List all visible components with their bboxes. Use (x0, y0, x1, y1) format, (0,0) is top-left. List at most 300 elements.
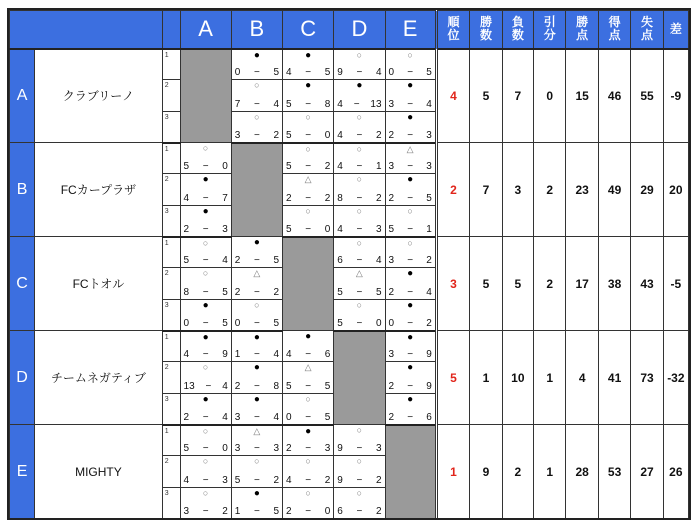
score-against: 4 (426, 287, 432, 298)
header-gf-l1: 得 (608, 15, 621, 30)
score-line (389, 381, 432, 392)
score-sep: − (253, 505, 260, 517)
score-line (184, 193, 228, 204)
match-score-d-vs-e (385, 362, 436, 394)
game-number: 1 (162, 425, 180, 456)
header-draws-l1: 引 (543, 15, 556, 30)
self-match-cell (385, 425, 436, 519)
match-score-a-vs-d (334, 49, 385, 80)
result-lose-icon: ○ (305, 143, 311, 154)
score-line (235, 349, 279, 360)
score-sep: − (356, 161, 363, 172)
score-sep: − (356, 505, 363, 517)
match-score-d-vs-c (283, 362, 334, 394)
result-win-icon: ● (253, 362, 260, 373)
result-lose-icon: ○ (407, 49, 413, 60)
score-line (235, 255, 279, 266)
score-for: 13 (183, 381, 195, 392)
result-draw-icon: △ (253, 425, 261, 436)
score-for: 5 (337, 317, 343, 329)
result-lose-icon: ○ (202, 456, 209, 466)
result-win-icon: ● (305, 49, 312, 61)
result-lose-icon: ○ (305, 488, 311, 498)
score-line (337, 255, 381, 266)
result-lose-icon: ○ (356, 206, 363, 216)
score-line (286, 130, 330, 141)
score-for: 4 (286, 67, 292, 78)
score-line (286, 412, 330, 423)
team-a-game-row (10, 49, 689, 80)
score-line (184, 381, 228, 392)
match-score-c-vs-d (334, 300, 385, 331)
match-score-e-vs-a (180, 488, 231, 519)
header-rank-l1: 順 (447, 15, 460, 30)
score-against: 9 (426, 381, 432, 392)
result-lose-icon: ○ (202, 143, 209, 153)
score-line (184, 255, 228, 266)
score-for: 5 (286, 161, 292, 172)
match-score-d-vs-a (180, 394, 231, 425)
score-line (184, 161, 228, 172)
header-game-no (162, 11, 180, 49)
score-line (184, 224, 228, 235)
game-number: 1 (162, 143, 180, 174)
game-number: 1 (162, 49, 180, 80)
score-sep: − (253, 99, 260, 110)
result-win-icon: ● (407, 112, 414, 123)
score-sep: − (305, 411, 312, 423)
score-for: 5 (286, 99, 292, 110)
team-name: FCトオル (35, 237, 163, 331)
score-for: 1 (234, 505, 241, 517)
score-against: 3 (426, 161, 432, 172)
game-number: 3 (162, 488, 180, 519)
match-score-c-vs-e (385, 237, 436, 268)
score-line (235, 130, 279, 141)
result-lose-icon: ○ (356, 237, 363, 248)
score-line (389, 412, 432, 423)
score-for: 4 (286, 475, 292, 486)
score-sep: − (202, 223, 209, 235)
team-name: チームネガティブ (35, 331, 163, 425)
score-line (286, 224, 330, 235)
score-line (235, 99, 279, 110)
result-win-icon: ● (202, 174, 209, 185)
match-score-e-vs-b (231, 456, 282, 488)
score-for: 7 (234, 99, 241, 110)
score-sep: − (253, 129, 260, 141)
header-row (10, 11, 689, 49)
score-for: 3 (234, 443, 241, 454)
match-score-c-vs-b (231, 300, 282, 331)
result-draw-icon: △ (406, 143, 414, 154)
score-line (286, 161, 330, 172)
game-number: 3 (162, 300, 180, 331)
result-win-icon: ● (356, 80, 363, 91)
result-win-icon: ● (305, 331, 312, 342)
score-line (389, 193, 432, 204)
match-score-e-vs-d (334, 456, 385, 488)
score-against: 0 (324, 129, 331, 141)
self-match-cell (180, 49, 231, 143)
match-score-c-vs-d (334, 268, 385, 300)
match-score-b-vs-d (334, 143, 385, 174)
result-draw-icon: △ (304, 174, 312, 184)
stat-goals-for: 53 (598, 425, 630, 519)
score-sep: − (202, 475, 209, 486)
result-lose-icon: ○ (305, 206, 311, 216)
score-sep: − (202, 287, 209, 298)
score-sep: − (253, 475, 260, 486)
score-sep: − (202, 443, 209, 454)
score-for: 3 (388, 99, 395, 110)
stat-goal-diff: 26 (663, 425, 688, 519)
stat-points: 15 (566, 49, 598, 143)
match-score-d-vs-c (283, 394, 334, 425)
stat-wins: 1 (470, 331, 502, 425)
score-line (235, 318, 279, 329)
score-sep: − (407, 99, 414, 110)
team-name: FCカープラザ (35, 143, 163, 237)
score-against: 4 (273, 99, 280, 110)
score-for: 5 (286, 223, 292, 235)
score-against: 2 (375, 475, 382, 486)
match-score-c-vs-a (180, 300, 231, 331)
score-sep: − (356, 223, 363, 235)
score-for: 0 (286, 411, 292, 423)
score-line (184, 506, 228, 517)
score-for: 5 (286, 129, 292, 141)
match-score-a-vs-e (385, 112, 436, 143)
stat-wins: 9 (470, 425, 502, 519)
score-sep: − (305, 67, 312, 78)
result-win-icon: ● (253, 49, 260, 61)
stat-goals-against: 43 (631, 237, 663, 331)
header-ga-l1: 失 (641, 15, 654, 30)
col-header-e: E (385, 11, 436, 49)
team-letter: D (10, 331, 35, 425)
stat-rank: 4 (436, 49, 469, 143)
header-wins-l2: 数 (479, 28, 492, 43)
header-draws (534, 11, 566, 49)
score-against: 2 (324, 161, 331, 172)
score-sep: − (407, 287, 414, 298)
score-line (389, 318, 432, 329)
match-score-a-vs-d (334, 80, 385, 112)
match-score-b-vs-e (385, 206, 436, 237)
score-line (235, 412, 279, 423)
result-win-icon: ● (253, 237, 260, 248)
stat-wins: 5 (470, 49, 502, 143)
score-sep: − (253, 317, 260, 329)
score-sep: − (253, 349, 260, 360)
result-lose-icon: ○ (202, 268, 209, 278)
score-for: 2 (388, 287, 395, 298)
stat-rank: 5 (436, 331, 469, 425)
score-line (389, 99, 432, 110)
header-rank-l2: 位 (447, 28, 460, 43)
score-sep: − (356, 255, 363, 266)
score-against: 5 (324, 67, 331, 78)
match-score-a-vs-b (231, 80, 282, 112)
result-win-icon: ● (202, 206, 209, 217)
match-score-d-vs-e (385, 394, 436, 425)
league-standings-table (7, 8, 691, 520)
score-for: 5 (337, 287, 343, 298)
score-for: 2 (234, 381, 241, 392)
stat-wins: 5 (470, 237, 502, 331)
score-line (337, 224, 381, 235)
score-against: 0 (324, 223, 331, 235)
stat-draws: 2 (534, 237, 566, 331)
result-lose-icon: ○ (254, 112, 260, 122)
score-against: 4 (273, 411, 280, 423)
match-score-b-vs-a (180, 174, 231, 206)
team-name: MIGHTY (35, 425, 163, 519)
score-line (337, 506, 381, 517)
score-sep: − (305, 505, 312, 517)
stat-losses: 5 (502, 237, 533, 331)
result-lose-icon: ○ (254, 300, 260, 310)
col-header-d: D (334, 11, 385, 49)
header-points-l2: 点 (576, 28, 589, 43)
match-score-e-vs-c (283, 456, 334, 488)
score-sep: − (305, 223, 312, 235)
result-lose-icon: ○ (356, 143, 363, 154)
score-line (389, 130, 432, 141)
header-draws-l2: 分 (543, 28, 556, 43)
col-header-c: C (283, 11, 334, 49)
score-line (389, 287, 432, 298)
match-score-a-vs-c (283, 112, 334, 143)
header-corner (10, 11, 163, 49)
match-score-c-vs-b (231, 237, 282, 268)
header-ga-l2: 点 (641, 28, 654, 43)
match-score-c-vs-d (334, 237, 385, 268)
result-win-icon: ● (305, 425, 312, 437)
match-score-b-vs-c (283, 143, 334, 174)
score-sep: − (356, 193, 363, 204)
match-score-d-vs-a (180, 331, 231, 362)
score-against: 3 (426, 129, 432, 141)
score-against: 2 (273, 287, 280, 298)
stat-goals-for: 49 (598, 143, 630, 237)
match-score-b-vs-e (385, 143, 436, 174)
game-number: 2 (162, 268, 180, 300)
score-against: 5 (273, 255, 280, 266)
team-letter: B (10, 143, 35, 237)
score-sep: − (356, 443, 363, 454)
score-against: 5 (222, 287, 228, 298)
result-lose-icon: ○ (356, 49, 363, 60)
stat-points: 17 (566, 237, 598, 331)
score-against: 8 (324, 99, 331, 110)
score-for: 2 (388, 381, 395, 392)
score-for: 5 (183, 255, 190, 266)
match-score-b-vs-c (283, 174, 334, 206)
game-number: 3 (162, 112, 180, 143)
score-against: 3 (375, 443, 382, 454)
score-line (184, 475, 228, 486)
match-score-e-vs-c (283, 488, 334, 519)
result-lose-icon: ○ (356, 456, 363, 466)
self-match-cell (231, 143, 282, 237)
score-for: 9 (337, 475, 343, 486)
score-for: 4 (286, 349, 292, 360)
team-letter: A (10, 49, 35, 143)
stat-wins: 7 (470, 143, 502, 237)
score-for: 0 (388, 67, 395, 78)
score-against: 4 (375, 255, 382, 266)
team-e-game-row (10, 425, 689, 456)
score-against: 0 (324, 505, 331, 517)
score-line (286, 193, 330, 204)
score-against: 5 (426, 67, 432, 78)
match-score-a-vs-d (334, 112, 385, 143)
match-score-e-vs-c (283, 425, 334, 456)
score-line (337, 99, 381, 110)
score-for: 2 (286, 193, 292, 204)
result-draw-icon: △ (253, 268, 261, 278)
score-for: 3 (388, 349, 395, 360)
score-sep: − (202, 193, 209, 204)
col-header-a: A (180, 11, 231, 49)
result-win-icon: ● (407, 268, 414, 279)
score-for: 1 (234, 349, 241, 360)
score-against: 3 (273, 443, 280, 454)
result-lose-icon: ○ (407, 237, 413, 248)
score-for: 2 (183, 223, 190, 235)
result-lose-icon: ○ (356, 112, 363, 122)
result-lose-icon: ○ (356, 425, 363, 435)
score-sep: − (202, 255, 209, 266)
result-win-icon: ● (407, 300, 414, 311)
header-losses (502, 11, 533, 49)
result-lose-icon: ○ (305, 456, 311, 466)
result-lose-icon: ○ (254, 456, 260, 466)
score-line (184, 287, 228, 298)
result-lose-icon: ○ (356, 174, 363, 184)
score-for: 3 (234, 411, 241, 423)
score-line (235, 67, 279, 78)
score-for: 2 (234, 287, 241, 298)
score-line (235, 381, 279, 392)
score-line (235, 506, 279, 517)
score-sep: − (356, 287, 363, 298)
game-number: 1 (162, 331, 180, 362)
score-against: 4 (222, 381, 228, 392)
score-sep: − (407, 317, 414, 329)
score-against: 2 (375, 505, 382, 517)
score-line (389, 224, 432, 235)
score-for: 6 (337, 255, 343, 266)
stat-losses: 3 (502, 143, 533, 237)
score-for: 2 (388, 411, 395, 423)
match-score-d-vs-c (283, 331, 334, 362)
score-against: 4 (375, 67, 382, 78)
score-sep: − (305, 381, 312, 392)
team-name: クラブリーノ (35, 49, 163, 143)
score-sep: − (305, 475, 312, 486)
score-line (235, 475, 279, 486)
match-score-b-vs-d (334, 206, 385, 237)
stat-losses: 7 (502, 49, 533, 143)
score-sep: − (305, 443, 312, 454)
score-for: 0 (234, 317, 241, 329)
match-score-a-vs-c (283, 80, 334, 112)
score-sep: − (253, 67, 260, 78)
score-against: 2 (222, 505, 228, 517)
score-line (286, 443, 330, 454)
header-wins (470, 11, 502, 49)
score-against: 4 (426, 99, 432, 110)
score-against: 0 (375, 317, 382, 329)
header-goals-against (631, 11, 663, 49)
result-win-icon: ● (305, 80, 312, 91)
result-lose-icon: ○ (305, 112, 311, 122)
score-line (184, 412, 228, 423)
score-line (337, 193, 381, 204)
score-sep: − (253, 443, 260, 454)
game-number: 1 (162, 237, 180, 268)
result-win-icon: ● (407, 80, 414, 91)
stat-goals-against: 29 (631, 143, 663, 237)
score-against: 5 (273, 317, 280, 329)
score-sep: − (305, 161, 312, 172)
score-against: 6 (426, 411, 432, 423)
score-for: 5 (183, 443, 190, 454)
score-line (337, 475, 381, 486)
score-sep: − (305, 193, 312, 204)
score-for: 0 (234, 67, 241, 78)
stat-goal-diff: 20 (663, 143, 688, 237)
score-sep: − (202, 349, 209, 360)
score-for: 3 (183, 505, 190, 517)
score-for: 2 (234, 255, 241, 266)
score-against: 4 (222, 411, 228, 423)
match-score-c-vs-b (231, 268, 282, 300)
score-for: 3 (234, 129, 241, 141)
score-for: 4 (183, 349, 190, 360)
score-sep: − (202, 317, 209, 329)
result-win-icon: ● (202, 331, 209, 343)
game-number: 3 (162, 206, 180, 237)
score-against: 3 (324, 443, 331, 454)
score-against: 4 (273, 349, 280, 360)
header-points-l1: 勝 (576, 15, 589, 30)
score-against: 7 (222, 193, 228, 204)
match-score-b-vs-d (334, 174, 385, 206)
score-against: 5 (324, 411, 331, 423)
stat-rank: 3 (436, 237, 469, 331)
match-score-e-vs-a (180, 425, 231, 456)
score-line (286, 475, 330, 486)
score-against: 5 (426, 193, 432, 204)
score-line (286, 349, 330, 360)
stat-goals-for: 46 (598, 49, 630, 143)
score-line (389, 161, 432, 172)
header-wins-l1: 勝 (479, 15, 492, 30)
score-for: 2 (388, 129, 395, 141)
header-diff-l1: 差 (669, 21, 682, 36)
score-sep: − (407, 411, 414, 423)
score-line (337, 130, 381, 141)
match-score-a-vs-e (385, 49, 436, 80)
stat-goal-diff: -9 (663, 49, 688, 143)
score-for: 9 (337, 443, 343, 454)
score-sep: − (305, 99, 312, 110)
team-letter: C (10, 237, 35, 331)
